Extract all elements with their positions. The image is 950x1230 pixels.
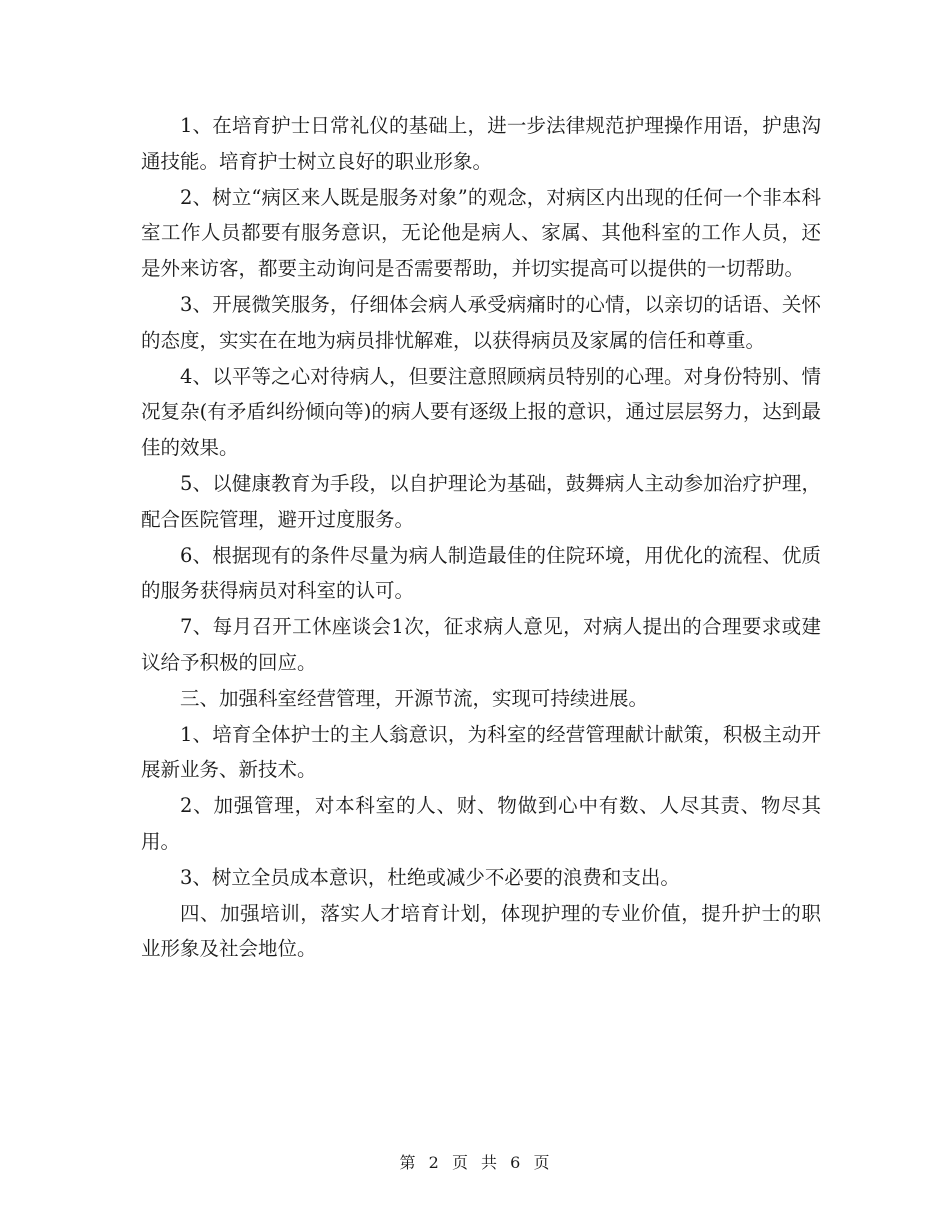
paragraph: 4、以平等之心对待病人，但要注意照顾病员特别的心理。对身份特别、情况复杂(有矛盾纠纷倾向等)的病人要有逐级上报的意识，通过层层努力，达到最佳的效果。 [141,364,821,460]
footer-total-word: 共 [481,1153,499,1172]
paragraph: 1、在培育护士日常礼仪的基础上，进一步法律规范护理操作用语，护患沟通技能。培育护士树立良好的职业形象。 [141,114,821,173]
section-heading: 四、加强培训，落实人才培育计划，体现护理的专业价值，提升护士的职业形象及社会地位。 [141,901,821,961]
document-body [141,108,821,967]
paragraph: 5、以健康教育为手段，以自护理论为基础，鼓舞病人主动参加治疗护理，配合医院管理，避开过度服务。 [141,471,821,531]
footer-page-unit: 页 [451,1153,469,1172]
paragraph: 3、树立全员成本意识，杜绝或减少不必要的浪费和支出。 [180,865,680,889]
paragraph: 6、根据现有的条件尽量为病人制造最佳的住院环境，用优化的流程、优质的服务获得病员对科室的认可。 [141,543,821,603]
footer-prefix: 第 [399,1153,417,1172]
page-footer [0,1150,950,1173]
paragraph: 2、树立“病区来人既是服务对象”的观念，对病区内出现的任何一个非本科室工作人员都要有服务意识，无论他是病人、家属、其他科室的工作人员，还是外来访客，都要主动询问是否需要帮助，并切实提高可以提供的一切帮助。 [141,185,821,281]
paragraph: 1、培育全体护士的主人翁意识，为科室的经营管理献计献策，积极主动开展新业务、新技术。 [141,722,821,782]
footer-total-pages: 6 [510,1153,522,1172]
footer-current-page: 2 [428,1153,440,1172]
footer-suffix: 页 [533,1153,551,1172]
section-heading: 三、加强科室经营管理，开源节流，实现可持续进展。 [180,686,649,710]
paragraph: 2、加强管理，对本科室的人、财、物做到心中有数、人尽其责、物尽其用。 [141,794,821,853]
paragraph: 7、每月召开工休座谈会1次，征求病人意见，对病人提出的合理要求或建议给予积极的回应。 [141,615,821,674]
paragraph: 3、开展微笑服务，仔细体会病人承受病痛时的心情，以亲切的话语、关怀的态度，实实在在地为病员排忧解难，以获得病员及家属的信任和尊重。 [141,292,821,352]
